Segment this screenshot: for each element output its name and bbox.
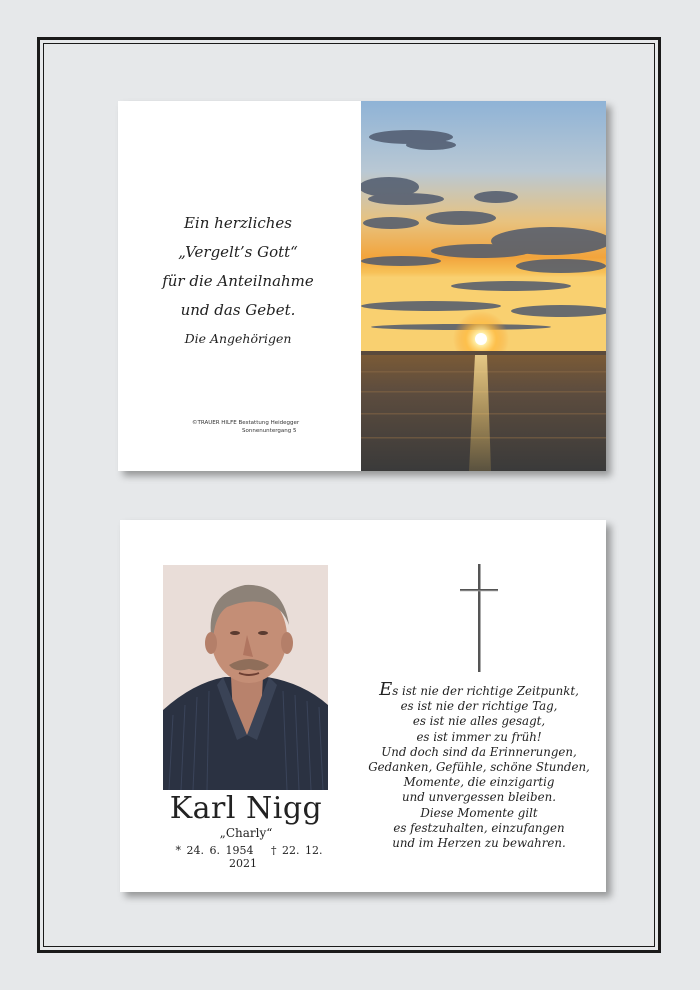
thanks-line-1: Ein herzliches <box>183 214 293 232</box>
credit-line-2: Sonnenuntergang 5 <box>242 428 297 434</box>
portrait-photo <box>163 565 328 790</box>
deceased-name: Karl Nigg <box>169 791 323 826</box>
thanks-signature: Die Angehörigen <box>184 331 292 346</box>
poem-line: Gedanken, Gefühle, schöne Stunden, <box>368 760 590 775</box>
poem-line: es ist nie alles gesagt, <box>412 714 546 729</box>
sunset-image <box>361 101 606 471</box>
life-dates <box>160 844 332 870</box>
memorial-poem <box>368 679 590 851</box>
poem-line: es ist immer zu früh! <box>416 729 542 744</box>
obituary-card <box>120 520 606 892</box>
poem-first-rest: s ist nie der richtige Zeitpunkt, <box>392 684 579 698</box>
portrait-image <box>163 565 328 790</box>
thank-you-card <box>118 101 606 471</box>
sunset-photo <box>361 101 606 471</box>
thanks-line-4: und das Gebet. <box>180 301 296 319</box>
birth-date: * 24. 6. 1954 <box>175 844 254 857</box>
credit-line-1: ©TRAUER HILFE Bestattung Heidegger <box>192 420 300 426</box>
credit-note <box>192 419 299 435</box>
poem-line: Diese Momente gilt <box>420 805 538 820</box>
thanks-line-3: für die Anteilnahme <box>162 272 314 290</box>
poem-initial: E <box>379 679 393 700</box>
poem-line <box>368 679 590 700</box>
poem-line: und im Herzen zu bewahren. <box>392 836 566 851</box>
thank-you-text <box>118 209 358 351</box>
poem-line: Und doch sind da Erinnerungen, <box>381 744 577 759</box>
poem-line: es ist nie der richtige Tag, <box>400 699 558 714</box>
death-date: † 22. 12. 2021 <box>229 844 323 870</box>
poem-line: es festzuhalten, einzufangen <box>393 820 565 835</box>
poem-line: und unvergessen bleiben. <box>402 790 556 805</box>
deceased-nickname: „Charly“ <box>219 826 273 840</box>
poem-line: Momente, die einzigartig <box>403 775 555 790</box>
cross-icon <box>460 564 500 672</box>
thanks-line-2: „Vergelt’s Gott“ <box>178 243 298 261</box>
